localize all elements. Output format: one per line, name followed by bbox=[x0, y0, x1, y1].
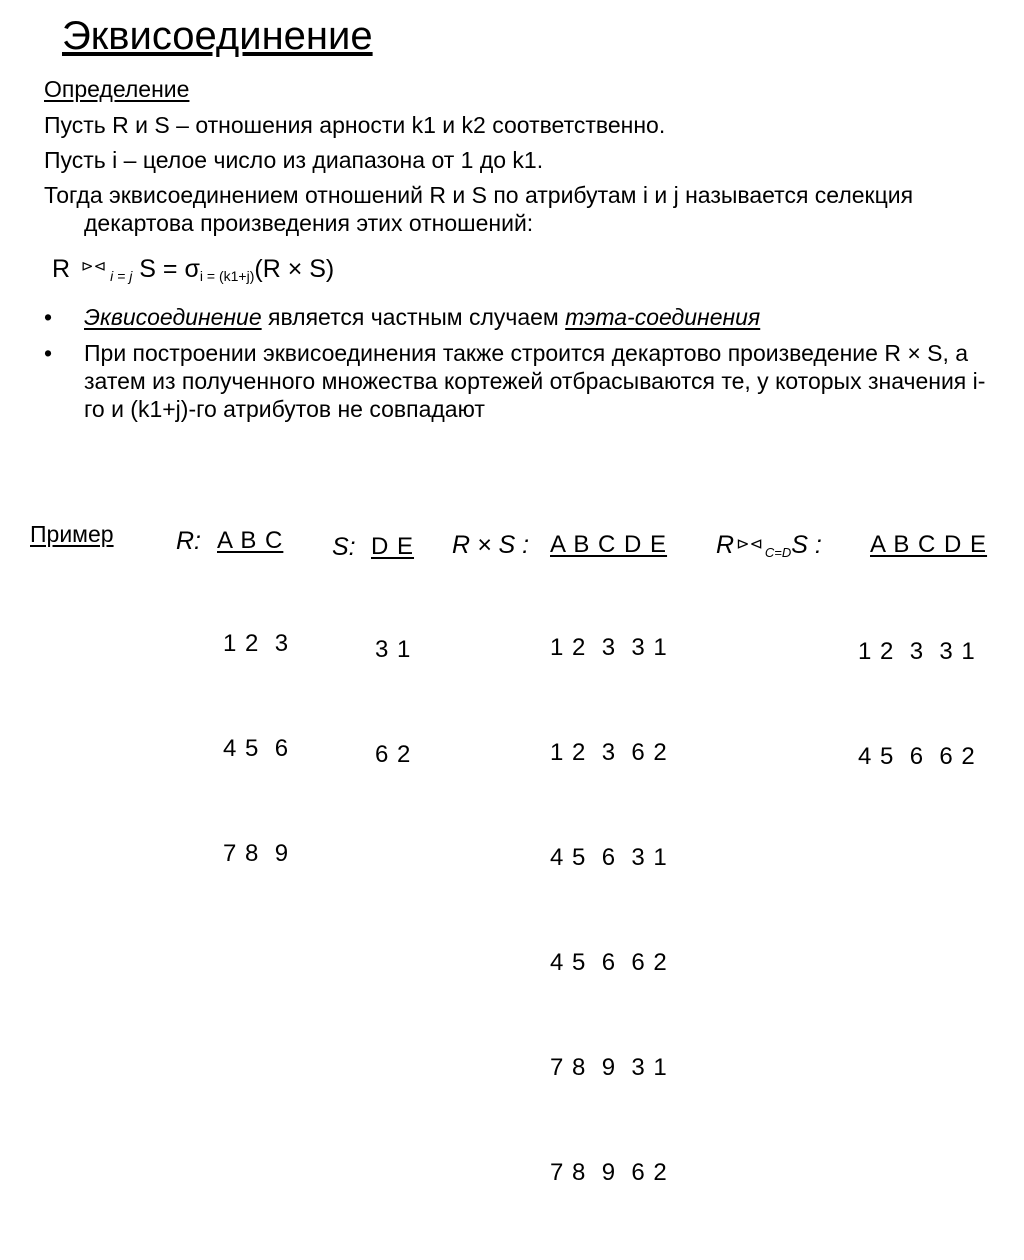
bullet-1-text: является частным случаем bbox=[261, 304, 566, 330]
join-subscript: C=D bbox=[764, 545, 792, 560]
table-row: 4 5 6 6 2 bbox=[858, 743, 976, 770]
equijoin-formula bbox=[52, 252, 334, 291]
term-equijoin: Эквисоединение bbox=[84, 304, 262, 330]
definition-line-3: Тогда эквисоединением отношений R и S по атрибутам i и j называется селекция декартова произведения этих отношений: bbox=[44, 182, 914, 236]
table-row: 1 2 3 bbox=[223, 630, 290, 657]
join-bowtie-icon: ⊳⊲ bbox=[81, 258, 107, 275]
formula-sigma-subscript: i = (k1+j) bbox=[199, 268, 255, 284]
relation-r-label: R: bbox=[176, 527, 201, 555]
definition-heading: Определение bbox=[44, 76, 190, 102]
join-bowtie-icon: ⊳⊲ bbox=[736, 536, 763, 553]
page-title: Эквисоединение bbox=[62, 14, 373, 58]
join-rows bbox=[858, 564, 987, 844]
table-row: 7 8 9 6 2 bbox=[550, 1159, 668, 1186]
product-rows bbox=[550, 560, 668, 1260]
join-label-r: R bbox=[716, 531, 735, 559]
formula-lhs: R bbox=[52, 255, 71, 283]
join-header: A B C D E bbox=[870, 531, 988, 558]
relation-product bbox=[550, 530, 668, 1260]
example-label: Пример bbox=[30, 521, 114, 547]
formula-join-subscript: i = j bbox=[110, 268, 133, 284]
definition-line-2: Пусть i – целое число из диапазона от 1 до k1. bbox=[44, 147, 544, 173]
relation-join-result bbox=[858, 530, 988, 844]
relation-s-rows bbox=[371, 562, 414, 842]
table-row: 4 5 6 bbox=[223, 735, 290, 762]
bullet-item-2 bbox=[44, 339, 1004, 423]
relation-r-header: A B C bbox=[217, 527, 284, 554]
table-row: 3 1 bbox=[375, 636, 412, 663]
table-row: 6 2 bbox=[375, 741, 412, 768]
term-theta-join: тэта-соединения bbox=[565, 304, 761, 330]
join-label-s: S : bbox=[791, 531, 822, 559]
join-label bbox=[716, 530, 822, 568]
table-row: 1 2 3 3 1 bbox=[858, 638, 976, 665]
bullet-item-1 bbox=[44, 303, 1004, 331]
table-row: 1 2 3 6 2 bbox=[550, 739, 668, 766]
bullet-dot-icon: • bbox=[44, 340, 53, 366]
definition-line-1: Пусть R и S – отношения арности k1 и k2 соответственно. bbox=[44, 112, 666, 138]
relation-s bbox=[371, 532, 414, 842]
product-header: A B C D E bbox=[550, 531, 668, 558]
relation-r bbox=[217, 526, 289, 941]
formula-rhs: (R × S) bbox=[254, 255, 335, 283]
table-row: 4 5 6 6 2 bbox=[550, 949, 668, 976]
formula-mid: S = σ bbox=[139, 255, 200, 283]
table-row: 4 5 6 3 1 bbox=[550, 844, 668, 871]
bullet-2-text: При построении эквисоединения также строится декартово произведение R × S, а затем из полученного множества кортежей отбрасываются те, у которых значения i-го и (k1+j)-го атрибутов не совпадают bbox=[84, 340, 986, 422]
product-label: R × S : bbox=[452, 531, 530, 559]
table-row: 1 2 3 3 1 bbox=[550, 634, 668, 661]
relation-r-rows bbox=[217, 556, 289, 941]
relation-s-header: D E bbox=[371, 533, 415, 560]
table-row: 7 8 9 bbox=[223, 840, 290, 867]
relation-s-label: S: bbox=[332, 533, 356, 561]
table-row: 7 8 9 3 1 bbox=[550, 1054, 668, 1081]
bullet-dot-icon: • bbox=[44, 304, 53, 330]
